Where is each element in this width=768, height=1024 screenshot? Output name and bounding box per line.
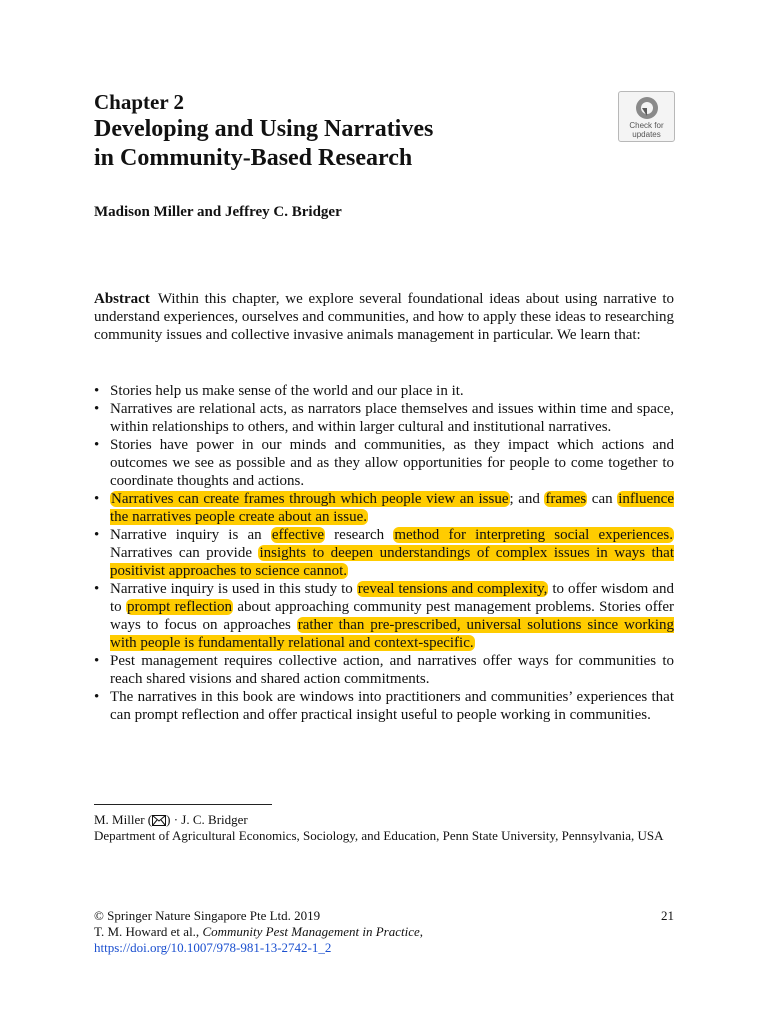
text-highlight[interactable]: Narratives can create frames through which people view an issue [111, 491, 509, 507]
bullet-text: Narratives are relational acts, as narrators place themselves and issues within time and space, within relationships to others, and within larger cultural and institutional narratives. [110, 401, 674, 435]
list-item [94, 436, 674, 490]
citation-suffix: , [419, 924, 424, 939]
page-footer [94, 908, 674, 956]
authors: Madison Miller and Jeffrey C. Bridger [94, 204, 342, 220]
envelope-icon[interactable] [152, 815, 166, 826]
bullet-text: Stories have power in our minds and communities, as they impact which actions and outcomes we see as possible and as they allow opportunities for people to come together to coordinate thoughts and actions. [110, 437, 674, 489]
text-highlight[interactable]: influence the narratives people create about an issue. [110, 491, 674, 525]
bullet-text: Stories help us make sense of the world and our place in it. [110, 383, 464, 399]
bullet-text: Narratives can provide [110, 545, 259, 561]
page-number: 21 [661, 908, 674, 923]
doi-link[interactable]: https://doi.org/10.1007/978-981-13-2742-1_2 [94, 940, 332, 955]
chapter-title [94, 115, 614, 173]
list-item [94, 400, 674, 436]
copyright: © Springer Nature Singapore Pte Ltd. 2019 [94, 908, 321, 923]
bullet-text: research [325, 527, 394, 543]
author-name: ) · J. C. Bridger [166, 812, 248, 827]
text-highlight[interactable]: method for interpreting social experiences. [394, 527, 673, 543]
abstract [94, 290, 674, 344]
list-item [94, 526, 674, 580]
check-for-updates-badge[interactable] [618, 91, 675, 142]
check-badge-line: updates [632, 130, 661, 139]
citation [94, 924, 674, 940]
bullet-text: The narratives in this book are windows into practitioners and communities’ experiences that can prompt reflection and offer practical insight useful to people working in communities. [110, 689, 674, 723]
chapter-title-line: in Community-Based Research [94, 145, 413, 171]
bullet-text: Pest management requires collective action, and narratives offer ways for communities to reach shared visions and shared action commitments. [110, 653, 674, 687]
list-item [94, 490, 674, 526]
findings-list [94, 382, 674, 724]
list-item [94, 580, 674, 652]
abstract-text: Within this chapter, we explore several foundational ideas about using narrative to understand experiences, ourselves and communities, and how to apply these ideas to researching community issues and collective invasive animals management in particular. We learn that: [94, 291, 674, 343]
chapter-label: Chapter 2 [94, 90, 185, 114]
bullet-text: Narrative inquiry is an [110, 527, 271, 543]
bullet-text: about approaching community pest management problems. Stories offer ways to focus on approaches [110, 599, 675, 633]
text-highlight[interactable]: reveal tensions and complexity, [357, 581, 548, 597]
author-name: M. Miller ( [94, 812, 153, 827]
abstract-label: Abstract [94, 291, 150, 307]
chapter-title-line: Developing and Using Narratives [94, 116, 434, 142]
author-affiliation [94, 812, 674, 844]
text-highlight[interactable]: effective [271, 527, 324, 543]
list-item [94, 688, 674, 724]
footnote-divider [94, 804, 272, 805]
department: Department of Agricultural Economics, Sociology, and Education, Penn State University, Pennsylvania, USA [94, 828, 664, 843]
text-highlight[interactable]: frames [545, 491, 587, 507]
list-item [94, 652, 674, 688]
list-item [94, 382, 674, 400]
citation-prefix: T. M. Howard et al., [94, 924, 203, 939]
text-highlight[interactable]: rather than pre-prescribed, universal solutions since working with people is fundamentally relational and context-specific. [110, 617, 675, 651]
text-highlight[interactable]: insights to deepen understandings of complex issues in ways that positivist approaches to science cannot. [110, 545, 675, 579]
bullet-text: ; and [509, 491, 545, 507]
check-badge-line: Check for [629, 121, 664, 130]
author-contacts [94, 812, 674, 828]
text-highlight[interactable]: prompt reflection [126, 599, 233, 615]
bullet-text: can [587, 491, 618, 507]
check-for-updates-icon [635, 96, 659, 120]
bullet-text: to offer wisdom and to [110, 581, 674, 615]
book-title: Community Pest Management in Practice [202, 924, 420, 939]
bullet-text: Narrative inquiry is used in this study to [110, 581, 357, 597]
